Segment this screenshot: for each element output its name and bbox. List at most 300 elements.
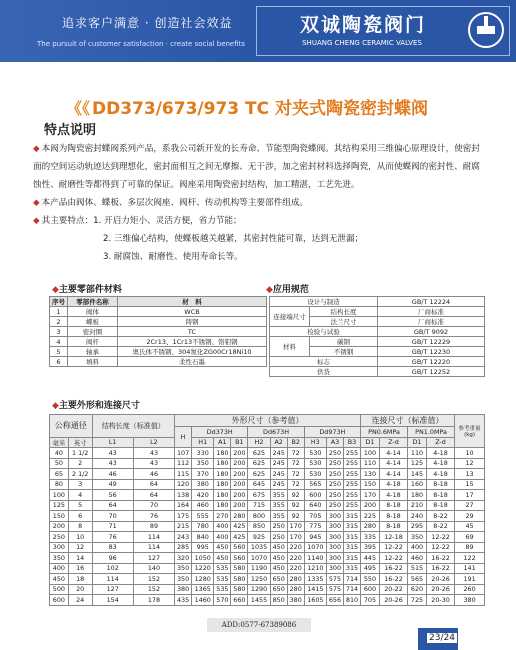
unit-header: 毫米 xyxy=(50,437,69,448)
table-cell: 150 xyxy=(360,479,379,490)
col-header: 零部件名称 xyxy=(68,297,118,307)
table-cell: 20-26 xyxy=(426,574,454,585)
table-cell: 335 xyxy=(360,532,379,543)
table-cell: 460 xyxy=(192,500,214,511)
bullet-icon: ◆ xyxy=(52,401,59,411)
table-cell: 160 xyxy=(408,479,427,490)
table-cell: 4-18 xyxy=(426,469,454,480)
address-label: ADD:0577-67389086 xyxy=(207,618,311,632)
table-cell: 4-14 xyxy=(379,469,407,480)
brand-name-en: SHUANG CHENG CERAMIC VALVES xyxy=(302,39,422,47)
table-cell: 380 xyxy=(175,584,192,595)
table-cell: 535 xyxy=(214,574,231,585)
table-cell: 轴承 xyxy=(68,347,118,357)
table-cell: 6 xyxy=(68,511,92,522)
table-cell: 46 xyxy=(92,469,133,480)
table-cell: 180 xyxy=(214,458,231,469)
table-cell: 380 xyxy=(192,479,214,490)
table-cell: 640 xyxy=(304,500,326,511)
title-arrows-icon: 《《 xyxy=(66,99,91,118)
table-row: 设计与制造 GB/T 12224 xyxy=(270,297,485,307)
table-row xyxy=(50,553,485,564)
table-row xyxy=(50,595,485,606)
table-cell: 122 xyxy=(455,553,485,564)
table-cell: 280 xyxy=(287,574,304,585)
table-cell: 50 xyxy=(50,458,69,469)
page-number: 23/24 xyxy=(429,633,455,643)
table-cell: 阀杆 xyxy=(68,337,118,347)
table-cell: 840 xyxy=(192,532,214,543)
table-cell: 200 xyxy=(231,479,248,490)
unit-header: B1 xyxy=(231,437,248,448)
table-cell: 8-18 xyxy=(426,500,454,511)
table-cell: 250 xyxy=(270,532,287,543)
brand-name-cn: 双诚陶瓷阀门 xyxy=(299,14,426,36)
table-cell: 775 xyxy=(304,521,326,532)
table-cell: 8-22 xyxy=(426,521,454,532)
table-cell: 8-18 xyxy=(379,521,407,532)
table-cell: 995 xyxy=(192,542,214,553)
table-cell: 43 xyxy=(92,458,133,469)
dimensions-table xyxy=(49,414,485,606)
table-cell: 200 xyxy=(231,500,248,511)
unit-header: A3 xyxy=(326,437,343,448)
table-cell: 420 xyxy=(192,490,214,501)
table-row xyxy=(50,479,485,490)
parts-heading: ◆主要零部件材料 xyxy=(52,285,122,295)
table-row xyxy=(50,563,485,574)
table-cell: 560 xyxy=(231,553,248,564)
table-cell: 1220 xyxy=(192,563,214,574)
table-cell: 16-22 xyxy=(379,574,407,585)
table-cell: 300 xyxy=(326,532,343,543)
table-row xyxy=(50,469,485,480)
bullet-icon: ◆ xyxy=(33,144,40,154)
table-row xyxy=(50,337,267,347)
table-cell: 555 xyxy=(192,511,214,522)
table-cell: 715 xyxy=(248,500,270,511)
table-cell: 4-18 xyxy=(379,479,407,490)
table-cell: 110 xyxy=(360,458,379,469)
table-cell: 295 xyxy=(408,521,427,532)
table-cell: 8-22 xyxy=(426,511,454,522)
table-row xyxy=(50,458,485,469)
table-cell: 200 xyxy=(360,500,379,511)
table-cell: 1050 xyxy=(192,553,214,564)
table-cell: 600 xyxy=(50,595,69,606)
table-cell: 164 xyxy=(175,500,192,511)
table-cell: 850 xyxy=(248,521,270,532)
table-cell: 300 xyxy=(50,542,69,553)
table-cell: 114 xyxy=(133,542,174,553)
table-cell: 1290 xyxy=(248,584,270,595)
table-cell: 1365 xyxy=(192,584,214,595)
table-row: 材料 碳钢 GB/T 12229 xyxy=(270,337,485,347)
table-cell: 112 xyxy=(175,458,192,469)
table-row: 法兰尺寸 厂商标准 xyxy=(270,317,485,327)
table-cell: 380 xyxy=(455,595,485,606)
unit-header: H3 xyxy=(304,437,326,448)
table-cell: WCB xyxy=(118,307,267,317)
table-cell: 150 xyxy=(50,511,69,522)
table-cell: 780 xyxy=(192,521,214,532)
table-row xyxy=(50,347,267,357)
table-cell: 4-18 xyxy=(379,490,407,501)
table-cell: 120 xyxy=(175,479,192,490)
table-cell: 650 xyxy=(270,584,287,595)
table-cell: 565 xyxy=(304,479,326,490)
table-cell: 315 xyxy=(343,553,360,564)
table-cell: 10 xyxy=(455,448,485,459)
bullet-icon: ◆ xyxy=(52,285,59,295)
table-cell: 64 xyxy=(133,490,174,501)
table-cell: 20-26 xyxy=(379,595,407,606)
table-cell: 5 xyxy=(68,500,92,511)
table-cell: 320 xyxy=(175,553,192,564)
table-cell: 16 xyxy=(68,563,92,574)
table-cell: 1250 xyxy=(248,574,270,585)
table-cell: 12-22 xyxy=(426,542,454,553)
table-row xyxy=(50,500,485,511)
table-cell: 填料 xyxy=(68,357,118,367)
table-cell: 400 xyxy=(408,542,427,553)
table-cell: 255 xyxy=(343,500,360,511)
table-cell: 4 xyxy=(50,337,68,347)
table-cell: 8-18 xyxy=(426,490,454,501)
unit-header: D1 xyxy=(408,437,427,448)
table-cell: 76 xyxy=(133,511,174,522)
table-cell: 200 xyxy=(231,448,248,459)
table-cell: 13 xyxy=(455,469,485,480)
table-row xyxy=(50,490,485,501)
unit-header: A2 xyxy=(270,437,287,448)
table-cell: 400 xyxy=(214,532,231,543)
unit-header: L2 xyxy=(133,437,174,448)
table-cell: 245 xyxy=(270,448,287,459)
table-cell: 141 xyxy=(455,563,485,574)
table-cell: 220 xyxy=(287,563,304,574)
table-header-row: H Dd373H Dd673H Dd973H PN0.6MPa PN1.0MPa xyxy=(50,427,485,438)
table-cell: 380 xyxy=(287,595,304,606)
table-cell: 625 xyxy=(248,469,270,480)
table-cell: 1070 xyxy=(304,542,326,553)
table-cell: 400 xyxy=(50,563,69,574)
table-cell: 450 xyxy=(214,542,231,553)
table-cell: 43 xyxy=(133,448,174,459)
table-row xyxy=(50,448,485,459)
table-cell: 140 xyxy=(133,563,174,574)
table-cell: 18 xyxy=(68,574,92,585)
table-cell: 102 xyxy=(92,563,133,574)
table-cell: 250 xyxy=(270,521,287,532)
table-cell: 250 xyxy=(326,469,343,480)
table-cell: 495 xyxy=(360,563,379,574)
standards-table xyxy=(269,296,485,377)
unit-header: 英寸 xyxy=(68,437,92,448)
table-cell: 200 xyxy=(50,521,69,532)
table-row: 供货 GB/T 12252 xyxy=(270,367,485,377)
table-header-row: 公称通径 结构长度（标准值） 外形尺寸（参考值） 连接尺寸（标准值） 参考重量 (kg) xyxy=(50,415,485,427)
table-cell: 1070 xyxy=(248,553,270,564)
table-cell: 奥氏体不锈钢、304氮化ZG00Cr18Ni10 xyxy=(118,347,267,357)
dims-heading: ◆主要外形和连接尺寸 xyxy=(52,401,140,411)
table-cell: 5 xyxy=(50,347,68,357)
table-cell: 575 xyxy=(326,574,343,585)
table-cell: 4-18 xyxy=(426,458,454,469)
table-cell: 260 xyxy=(455,584,485,595)
table-cell: 1210 xyxy=(304,563,326,574)
table-cell: 1140 xyxy=(304,553,326,564)
table-cell: 220 xyxy=(287,542,304,553)
table-cell: 20-30 xyxy=(426,595,454,606)
table-cell: 92 xyxy=(287,500,304,511)
table-cell: 180 xyxy=(214,500,231,511)
table-cell: 89 xyxy=(133,521,174,532)
table-cell: 645 xyxy=(248,479,270,490)
table-cell: 72 xyxy=(287,469,304,480)
table-row xyxy=(50,532,485,543)
table-cell: 12-18 xyxy=(379,532,407,543)
table-cell: 400 xyxy=(214,521,231,532)
table-cell: 180 xyxy=(214,448,231,459)
table-cell: 445 xyxy=(360,553,379,564)
table-cell: 350 xyxy=(175,574,192,585)
valve-logo-icon xyxy=(466,10,506,50)
table-cell: 2Cr13、1Cr13不锈钢、铬钼钢 xyxy=(118,337,267,347)
table-cell: 580 xyxy=(231,574,248,585)
table-cell: 96 xyxy=(92,553,133,564)
table-cell: 250 xyxy=(326,448,343,459)
table-cell: 16-22 xyxy=(426,553,454,564)
table-cell: 656 xyxy=(326,595,343,606)
table-cell: 250 xyxy=(326,479,343,490)
features-list xyxy=(33,140,488,266)
table-cell: 178 xyxy=(133,595,174,606)
table-cell: 660 xyxy=(231,595,248,606)
table-cell: 12-22 xyxy=(379,553,407,564)
unit-header: Z-d xyxy=(379,437,407,448)
table-cell: 170 xyxy=(287,521,304,532)
table-row: 检验与试验 GB/T 9092 xyxy=(270,327,485,337)
table-cell: 425 xyxy=(231,521,248,532)
table-cell: 450 xyxy=(270,563,287,574)
table-cell: 2 xyxy=(50,317,68,327)
table-cell: 83 xyxy=(92,542,133,553)
table-cell: 16-22 xyxy=(426,563,454,574)
table-cell: 250 xyxy=(326,490,343,501)
bullet-icon: ◆ xyxy=(33,216,40,226)
table-cell: 12 xyxy=(455,458,485,469)
table-cell: 243 xyxy=(175,532,192,543)
table-cell: 620 xyxy=(408,584,427,595)
table-cell: 125 xyxy=(50,500,69,511)
bullet-icon: ◆ xyxy=(33,198,40,208)
table-cell: 29 xyxy=(455,511,485,522)
table-cell: 180 xyxy=(214,469,231,480)
unit-header: Z-d xyxy=(426,437,454,448)
table-cell: 560 xyxy=(231,542,248,553)
table-cell: 355 xyxy=(270,511,287,522)
table-cell: 10 xyxy=(68,532,92,543)
table-cell: 72 xyxy=(287,448,304,459)
table-cell: 20 xyxy=(68,584,92,595)
table-cell: 530 xyxy=(304,469,326,480)
table-cell: 1 1/2 xyxy=(68,448,92,459)
table-cell: 650 xyxy=(270,574,287,585)
table-cell: 2 xyxy=(68,458,92,469)
table-cell: 12-22 xyxy=(379,542,407,553)
page-title: DD373/673/973 TC 对夹式陶瓷密封蝶阀 xyxy=(92,99,429,119)
table-cell: 714 xyxy=(343,584,360,595)
table-cell: 107 xyxy=(175,448,192,459)
slogan-cn: 追求客户满意 · 创造社会效益 xyxy=(62,16,233,30)
table-row xyxy=(50,307,267,317)
table-row: 连接端尺寸 结构长度 厂商标准 xyxy=(270,307,485,317)
unit-header: D1 xyxy=(360,437,379,448)
slogan-panel xyxy=(0,0,258,62)
table-cell: 130 xyxy=(360,469,379,480)
table-cell: 76 xyxy=(92,532,133,543)
table-cell: 4 xyxy=(68,490,92,501)
table-cell: 370 xyxy=(192,469,214,480)
table-cell: 530 xyxy=(304,448,326,459)
table-cell: 625 xyxy=(248,458,270,469)
table-cell: 127 xyxy=(92,584,133,595)
table-cell: 20-22 xyxy=(379,584,407,595)
table-cell: 4-14 xyxy=(379,448,407,459)
table-cell: 500 xyxy=(50,584,69,595)
table-cell: 810 xyxy=(343,595,360,606)
table-cell: 270 xyxy=(214,511,231,522)
table-cell: 56 xyxy=(92,490,133,501)
table-cell: 435 xyxy=(175,595,192,606)
table-cell: 138 xyxy=(175,490,192,501)
unit-header: H1 xyxy=(192,437,214,448)
table-cell: 245 xyxy=(270,479,287,490)
table-cell: 530 xyxy=(304,458,326,469)
table-cell: 69 xyxy=(455,532,485,543)
table-cell: 170 xyxy=(287,532,304,543)
table-cell: 300 xyxy=(326,511,343,522)
table-cell: 280 xyxy=(287,584,304,595)
table-cell: 71 xyxy=(92,521,133,532)
table-cell: 575 xyxy=(326,584,343,595)
table-cell: 72 xyxy=(287,458,304,469)
table-cell: 535 xyxy=(214,563,231,574)
table-cell: 600 xyxy=(304,490,326,501)
table-cell: 450 xyxy=(270,542,287,553)
table-cell: 89 xyxy=(455,542,485,553)
standards-heading: ◆应用规范 xyxy=(266,285,309,295)
col-header: 材 料 xyxy=(118,297,267,307)
table-cell: 285 xyxy=(175,542,192,553)
table-cell: 350 xyxy=(192,458,214,469)
table-cell: 180 xyxy=(214,490,231,501)
table-row xyxy=(50,511,485,522)
table-cell: 127 xyxy=(133,553,174,564)
table-cell: 27 xyxy=(455,500,485,511)
table-cell: 115 xyxy=(175,469,192,480)
table-cell: 1415 xyxy=(304,584,326,595)
table-cell: 600 xyxy=(360,584,379,595)
table-cell: 240 xyxy=(408,511,427,522)
table-cell: 49 xyxy=(92,479,133,490)
table-cell: 580 xyxy=(231,584,248,595)
table-cell: 250 xyxy=(326,458,343,469)
table-cell: 70 xyxy=(133,500,174,511)
table-cell: 43 xyxy=(133,458,174,469)
table-cell: 945 xyxy=(304,532,326,543)
table-cell: 70 xyxy=(92,511,133,522)
table-cell: 705 xyxy=(304,511,326,522)
table-cell: 450 xyxy=(50,574,69,585)
table-cell: 315 xyxy=(343,532,360,543)
table-cell: 255 xyxy=(343,458,360,469)
table-row xyxy=(50,521,485,532)
table-cell: 1280 xyxy=(192,574,214,585)
table-cell: 625 xyxy=(248,448,270,459)
table-cell: 245 xyxy=(270,458,287,469)
table-cell: 3 xyxy=(50,327,68,337)
table-cell: 180 xyxy=(408,490,427,501)
table-row xyxy=(50,584,485,595)
table-cell: 300 xyxy=(326,542,343,553)
table-cell: 45 xyxy=(455,521,485,532)
table-cell: 355 xyxy=(270,500,287,511)
table-cell: 1190 xyxy=(248,563,270,574)
table-cell: 100 xyxy=(50,490,69,501)
table-cell: 114 xyxy=(133,532,174,543)
table-cell: 12 xyxy=(68,542,92,553)
table-cell: 密封圈 xyxy=(68,327,118,337)
table-cell: 675 xyxy=(248,490,270,501)
unit-header: B2 xyxy=(287,437,304,448)
feature-item: ◆ 本产品由阀体、蝶板、多层次阀座、阀杆、传动机构等主要部件组成。 xyxy=(33,198,309,208)
table-cell: 12-22 xyxy=(426,532,454,543)
table-cell: 580 xyxy=(231,563,248,574)
table-cell: 200 xyxy=(231,469,248,480)
table-cell: 550 xyxy=(360,574,379,585)
table-cell: 255 xyxy=(343,448,360,459)
table-cell: 80 xyxy=(50,479,69,490)
table-cell: 92 xyxy=(287,511,304,522)
unit-header: L1 xyxy=(92,437,133,448)
table-cell: 250 xyxy=(326,500,343,511)
table-cell: 255 xyxy=(343,490,360,501)
table-cell: 210 xyxy=(408,500,427,511)
table-cell: 460 xyxy=(408,553,427,564)
table-cell: 1460 xyxy=(192,595,214,606)
unit-header: B3 xyxy=(343,437,360,448)
table-row xyxy=(50,357,267,367)
table-cell: 72 xyxy=(287,479,304,490)
table-cell: 200 xyxy=(231,490,248,501)
table-cell: 2 1/2 xyxy=(68,469,92,480)
table-cell: 570 xyxy=(214,595,231,606)
table-cell: 3 xyxy=(68,479,92,490)
unit-header: A1 xyxy=(214,437,231,448)
table-cell: 300 xyxy=(326,521,343,532)
table-cell: 705 xyxy=(360,595,379,606)
feature-item: ◆ 其主要特点：1. 开启力矩小、灵活方便，省力节能； xyxy=(33,216,242,226)
table-cell: 535 xyxy=(214,584,231,595)
unit-header: H2 xyxy=(248,437,270,448)
table-cell: 350 xyxy=(175,563,192,574)
table-cell: 315 xyxy=(343,511,360,522)
table-cell: 355 xyxy=(270,490,287,501)
table-cell: 152 xyxy=(133,584,174,595)
table-cell: 145 xyxy=(408,469,427,480)
